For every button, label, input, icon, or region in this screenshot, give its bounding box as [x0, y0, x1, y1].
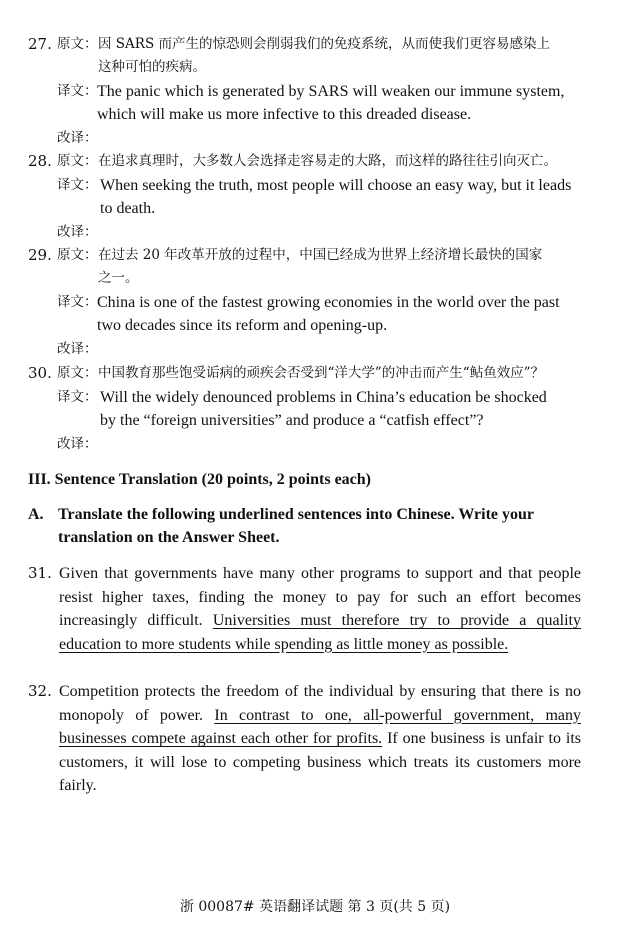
revised-label: 改译： [57, 224, 98, 240]
original-text-line: 因 SARS 而产生的惊恐则会削弱我们的免疫系统，从而使我们更容易感染上 [98, 36, 550, 52]
revised-label: 改译： [57, 436, 98, 452]
passage-text-plain: If one business is unfair to its customers, it will lose to competing business which treats its customers more fairly. [59, 730, 582, 794]
passage-number: 32. [28, 682, 52, 700]
item-number: 30. [28, 364, 52, 382]
original-text-line: 在追求真理时，大多数人会选择走容易走的大路，而这样的路往往引向灭亡。 [98, 153, 557, 169]
original-label: 原文： [57, 36, 98, 52]
passage-text-plain: Given that governments have many other programs to support and that people resist higher taxes, finding the money to pay for such an effort becomes increasingly difficult. [59, 565, 581, 629]
item-number: 27. [28, 35, 52, 53]
translation-label: 译文： [57, 177, 98, 193]
original-label: 原文： [57, 247, 98, 263]
translation-text-line: Will the widely denounced problems in China’s education be shocked [100, 389, 547, 406]
translation-text-line: China is one of the fastest growing economies in the world over the past [97, 294, 560, 311]
translation-text-line: two decades since its reform and opening-up. [97, 317, 388, 334]
underlined-sentence: In contrast to one, all-powerful government, many businesses compete against each other for profits. [59, 706, 581, 747]
item-number: 29. [28, 246, 52, 264]
translation-text-line: The panic which is generated by SARS will weaken our immune system, [97, 83, 565, 100]
passage-text-plain: Competition protects the freedom of the individual by ensuring that there is no monopoly of power. [59, 683, 581, 724]
part-a-letter: A. [28, 506, 44, 523]
revised-label: 改译： [57, 130, 98, 146]
original-label: 原文： [57, 365, 98, 381]
original-text-line: 在过去 20 年改革开放的过程中，中国已经成为世界上经济增长最快的国家 [98, 247, 543, 263]
translation-text-line: which will make us more infective to this dreaded disease. [97, 106, 472, 123]
passage-number: 31. [28, 564, 52, 582]
original-text-line: 这种可怕的疾病。 [98, 59, 206, 75]
passage-text [59, 562, 581, 656]
part-a-instruction-line: translation on the Answer Sheet. [58, 529, 280, 546]
translation-label: 译文： [57, 389, 98, 405]
translation-text-line: by the “foreign universities” and produce a “catfish effect”? [100, 412, 484, 429]
translation-label: 译文： [57, 83, 98, 99]
original-label: 原文： [57, 153, 98, 169]
original-text-line: 之一。 [98, 270, 139, 286]
revised-label: 改译： [57, 341, 98, 357]
section-title: III. Sentence Translation (20 points, 2 points each) [28, 471, 371, 488]
part-a-instruction-line: Translate the following underlined sentences into Chinese. Write your [58, 506, 534, 523]
page-footer: 浙 00087# 英语翻译试题 第 3 页(共 5 页) [179, 899, 451, 915]
translation-text-line: When seeking the truth, most people will choose an easy way, but it leads [100, 177, 572, 194]
passage-text [59, 680, 581, 798]
item-number: 28. [28, 152, 52, 170]
original-text-line: 中国教育那些饱受诟病的顽疾会否受到“洋大学”的冲击而产生“鲇鱼效应”？ [98, 365, 545, 381]
translation-label: 译文： [57, 294, 98, 310]
underlined-sentence: Universities must therefore try to provide a quality education to more students while spending as little money as possible. [59, 612, 581, 653]
translation-text-line: to death. [100, 200, 156, 217]
